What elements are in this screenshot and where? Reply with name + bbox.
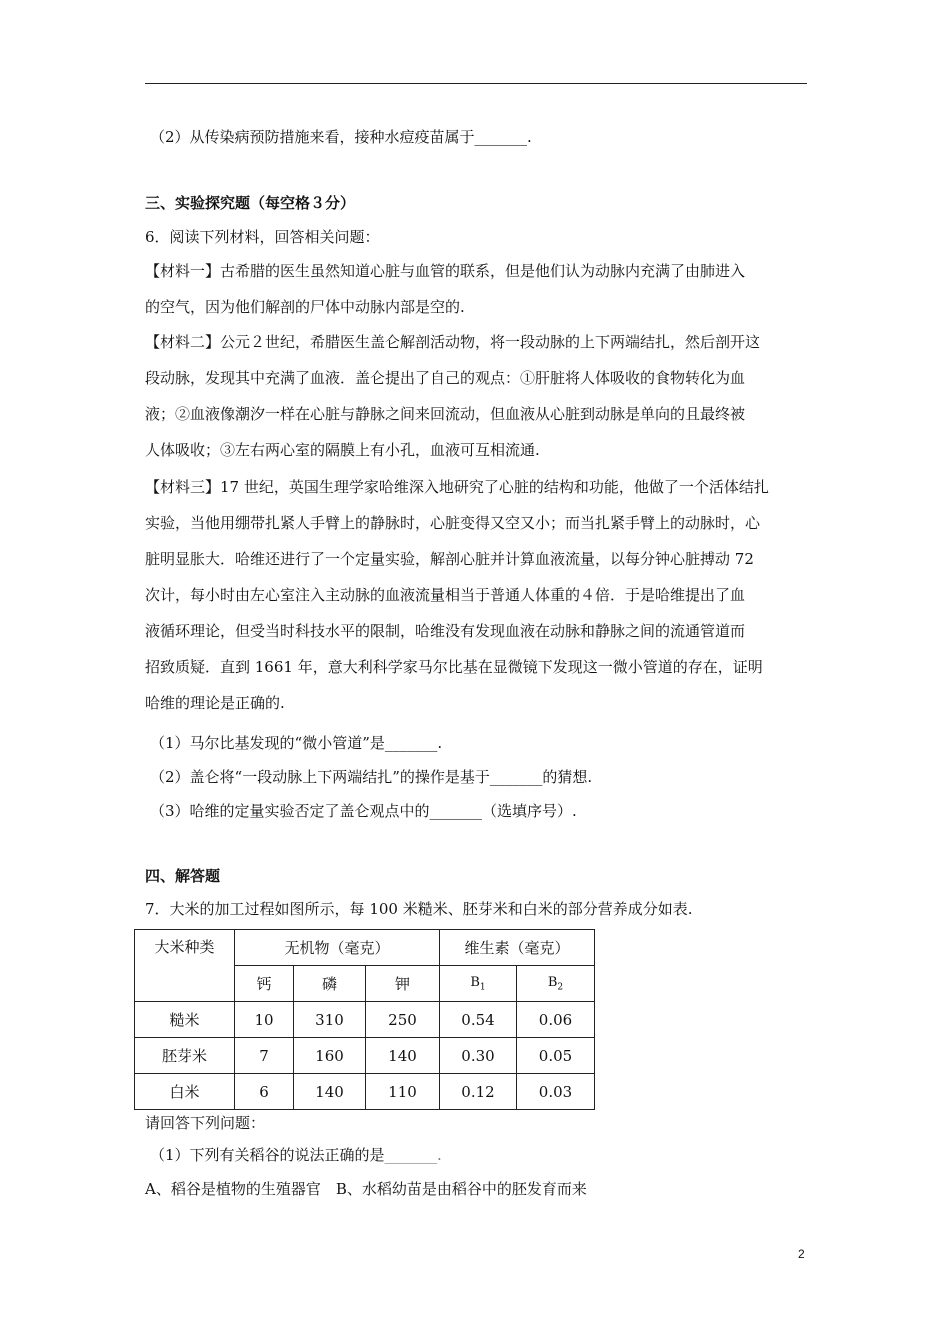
header-vitamins: 维生素（毫克） [440,930,595,966]
header-rule [145,83,807,84]
material3-line5: 液循环理论，但受当时科技水平的限制，哈维没有发现血液在动脉和静脉之间的流通管道而 [145,622,746,640]
page-number: 2 [798,1247,805,1261]
cell-phosphorus: 160 [294,1038,366,1074]
table-row [135,1038,595,1074]
cell-name: 白米 [135,1074,235,1110]
material3-line3: 脏明显胀大．哈维还进行了一个定量实验，解剖心脏并计算血液流量，以每分钟心脏搏动 72 [145,550,754,568]
q6-sub2: （2）盖仑将“一段动脉上下两端结扎”的操作是基于_______的猜想. [150,768,593,786]
q6-sub1: （1）马尔比基发现的“微小管道”是_______. [150,734,443,752]
header-potassium: 钾 [366,966,440,1002]
cell-name: 胚芽米 [135,1038,235,1074]
cell-phosphorus: 140 [294,1074,366,1110]
material3-line1: 【材料三】17 世纪，英国生理学家哈维深入地研究了心脏的结构和功能，他做了一个活体结扎 [145,478,769,496]
cell-b2: 0.03 [517,1074,595,1110]
cell-potassium: 250 [366,1002,440,1038]
cell-potassium: 110 [366,1074,440,1110]
cell-calcium: 7 [235,1038,294,1074]
header-rice-type: 大米种类 [135,930,235,1002]
header-vitamin-b2: $B_2$ [517,966,595,1002]
header-calcium: 钙 [235,966,294,1002]
cell-b1: 0.30 [440,1038,517,1074]
cell-b1: 0.12 [440,1074,517,1110]
section4-title: 四、解答题 [145,867,221,885]
cell-potassium: 140 [366,1038,440,1074]
cell-calcium: 6 [235,1074,294,1110]
q7-stem: 7．大米的加工过程如图所示，每 100 米糙米、胚芽米和白米的部分营养成分如表. [145,900,693,918]
q6-sub3: （3）哈维的定量实验否定了盖仑观点中的_______（选填序号）. [150,802,577,820]
material3-line4: 次计，每小时由左心室注入主动脉的血液流量相当于普通人体重的４倍．于是哈维提出了血 [145,586,746,604]
material2-line1: 【材料二】公元２世纪，希腊医生盖仑解剖活动物，将一段动脉的上下两端结扎，然后剖开这 [145,333,761,351]
q7-sub1-blank: _______. [384,1146,442,1164]
material1-line1: 【材料一】古希腊的医生虽然知道心脏与血管的联系，但是他们认为动脉内充满了由肺进入 [145,262,746,280]
section3-title: 三、实验探究题（每空格３分） [145,194,356,212]
q5-part2: （2）从传染病预防措施来看，接种水痘疫苗属于_______. [150,128,532,146]
cell-b1: 0.54 [440,1002,517,1038]
material3-line6: 招致质疑．直到 1661 年，意大利科学家马尔比基在显微镜下发现这一微小管道的存在，证明 [145,658,763,676]
header-minerals: 无机物（毫克） [235,930,440,966]
material1-line2: 的空气，因为他们解剖的尸体中动脉内部是空的. [145,298,465,316]
table-row [135,1002,595,1038]
q7-sub1-text: （1）下列有关稻谷的说法正确的是 [150,1146,385,1164]
q7-after-table: 请回答下列问题： [145,1114,266,1132]
material2-line2: 段动脉，发现其中充满了血液．盖仑提出了自己的观点：①肝脏将人体吸收的食物转化为血 [145,369,746,387]
cell-b2: 0.06 [517,1002,595,1038]
material3-line2: 实验，当他用绷带扎紧人手臂上的静脉时，心脏变得又空又小；而当扎紧手臂上的动脉时，心 [145,514,761,532]
header-vitamin-b1: $B_1$ [440,966,517,1002]
q6-stem: 6．阅读下列材料，回答相关问题： [145,228,380,246]
material2-line3: 液；②血液像潮汐一样在心脏与静脉之间来回流动，但血液从心脏到动脉是单向的且最终被 [145,405,746,423]
cell-name: 糙米 [135,1002,235,1038]
q7-sub1 [150,1145,442,1165]
material3-line7: 哈维的理论是正确的. [145,694,285,712]
header-phosphorus: 磷 [294,966,366,1002]
cell-b2: 0.05 [517,1038,595,1074]
nutrition-table [134,929,595,1110]
table-row [135,1074,595,1110]
cell-phosphorus: 310 [294,1002,366,1038]
material2-line4: 人体吸收；③左右两心室的隔膜上有小孔，血液可互相流通. [145,441,540,459]
q7-options: A、稻谷是植物的生殖器官 B、水稻幼苗是由稻谷中的胚发育而来 [145,1180,587,1198]
cell-calcium: 10 [235,1002,294,1038]
table-header-row [135,930,595,966]
